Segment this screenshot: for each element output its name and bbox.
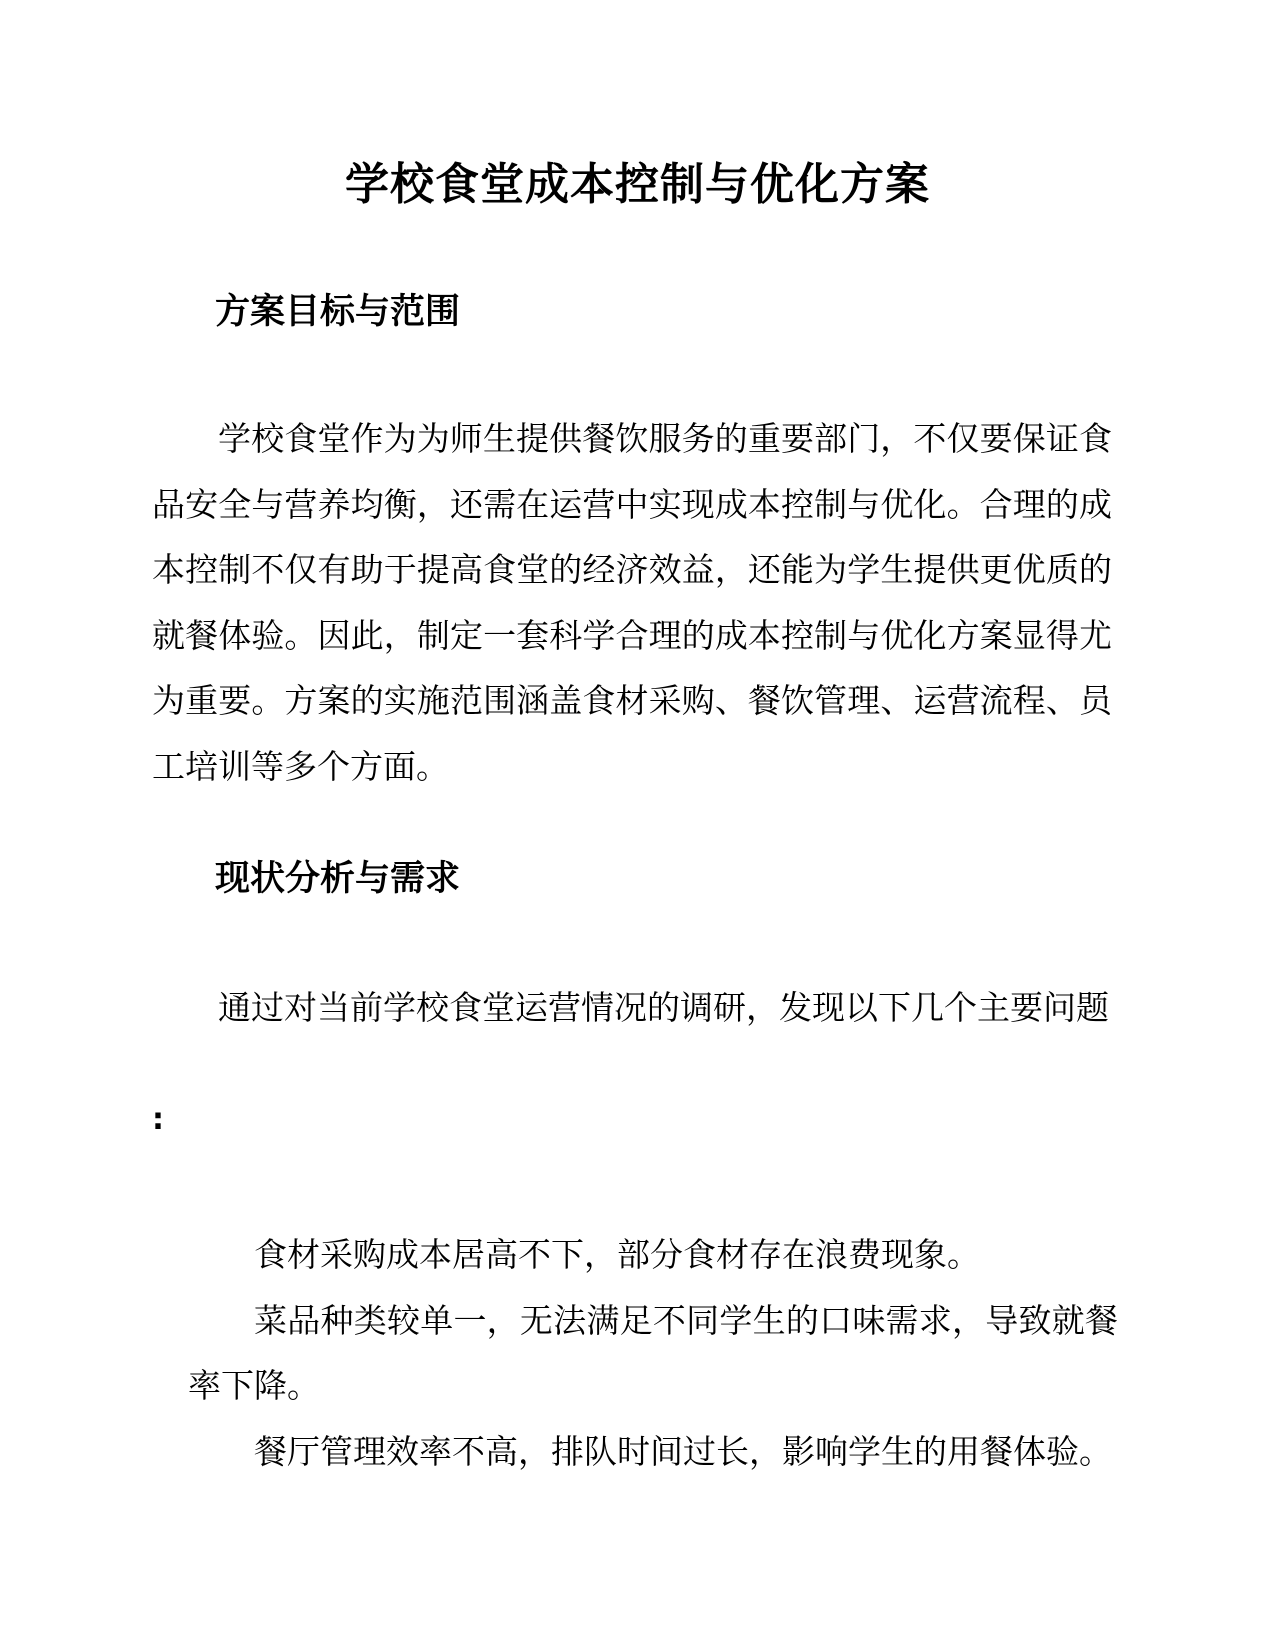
section-heading-analysis: 现状分析与需求 xyxy=(215,859,461,899)
issue-item: 餐厅管理效率不高，排队时间过长，影响学生的用餐体验。 xyxy=(254,1431,1112,1471)
issue-item: 食材采购成本居高不下，部分食材存在浪费现象。 xyxy=(254,1235,980,1274)
paragraph-colon: : xyxy=(152,1102,164,1137)
section-paragraph-analysis: 通过对当前学校食堂运营情况的调研，发现以下几个主要问题 xyxy=(218,988,1109,1027)
section-paragraph-goals: 学校食堂作为为师生提供餐饮服务的重要部门，不仅要保证食品安全与营养均衡，还需在运营中实现成本控制与优化。合理的成本控制不仅有助于提高食堂的经济效益，还能为学生提供更优质的就餐体验。因此，制定一套科学合理的成本控制与优化方案显得尤为重要。方案的实施范围涵盖食材采购、餐饮管理、运营流程、员工培训等多个方面。 xyxy=(152,419,1112,786)
issue-list xyxy=(188,1222,1118,1484)
section-heading-goals: 方案目标与范围 xyxy=(215,292,461,332)
issue-item: 菜品种类较单一，无法满足不同学生的口味需求，导致就餐率下降。 xyxy=(188,1300,1118,1405)
document-title: 学校食堂成本控制与优化方案 xyxy=(345,159,930,210)
